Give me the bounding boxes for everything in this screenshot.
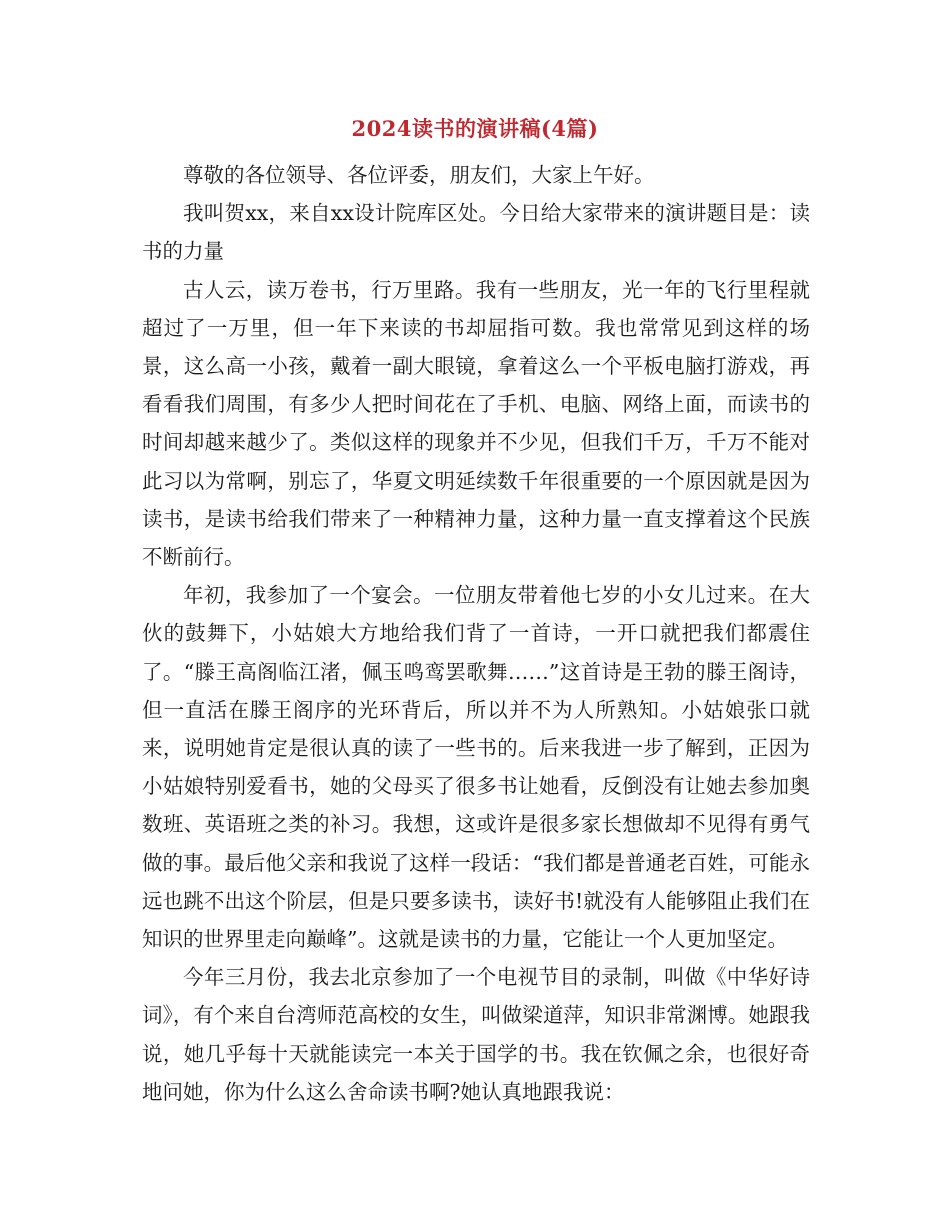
document-body — [142, 156, 810, 1111]
paragraph-banquet-story: 年初，我参加了一个宴会。一位朋友带着他七岁的小女儿过来。在大伙的鼓舞下，小姑娘大方地给我们背了一首诗，一开口就把我们都震住了。“滕王高阁临江渚，佩玉鸣鸾罢歌舞……”这首诗是王勃的滕王阁诗，但一直活在滕王阁序的光环背后，所以并不为人所熟知。小姑娘张口就来，说明她肯定是很认真的读了一些书的。后来我进一步了解到，正因为小姑娘特别爱看书，她的父母买了很多书让她看，反倒没有让她去参加奥数班、英语班之类的补习。我想，这或许是很多家长想做却不见得有勇气做的事。最后他父亲和我说了这样一段话：“我们都是普通老百姓，可能永远也跳不出这个阶层，但是只要多读书，读好书!就没有人能够阻止我们在知识的世界里走向巅峰”。这就是读书的力量，它能让一个人更加坚定。 — [142, 583, 810, 952]
paragraph-tv-program: 今年三月份，我去北京参加了一个电视节目的录制，叫做《中华好诗词》，有个来自台湾师范高校的女生，叫做梁道萍，知识非常渊博。她跟我说，她几乎每十天就能读完一本关于国学的书。我在钦佩之余，也很好奇地问她，你为什么这么舍命读书啊?她认真地跟我说： — [142, 965, 810, 1104]
paragraph-introduction: 我叫贺xx，来自xx设计院库区处。今日给大家带来的演讲题目是：读书的力量 — [142, 201, 810, 264]
paragraph-greeting: 尊敬的各位领导、各位评委，朋友们，大家上午好。 — [183, 163, 655, 187]
document-title: 2024读书的演讲稿(4篇) — [351, 116, 599, 141]
paragraph-ancient-saying: 古人云，读万卷书，行万里路。我有一些朋友，光一年的飞行里程就超过了一万里，但一年下来读的书却屈指可数。我也常常见到这样的场景，这么高一小孩，戴着一副大眼镜，拿着这么一个平板电脑打游戏，再看看我们周围，有多少人把时间花在了手机、电脑、网络上面，而读书的时间却越来越少了。类似这样的现象并不少见，但我们千万，千万不能对此习以为常啊，别忘了，华夏文明延续数千年很重要的一个原因就是因为读书，是读书给我们带来了一种精神力量，这种力量一直支撑着这个民族不断前行。 — [142, 277, 810, 570]
